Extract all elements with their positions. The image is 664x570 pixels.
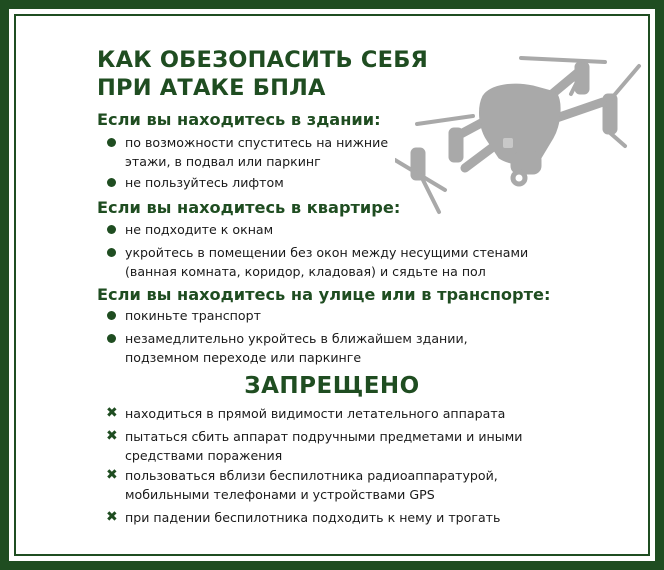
forbidden-item: ✖ находиться в прямой видимости летательного аппарата — [106, 405, 506, 421]
bullet-icon — [107, 225, 116, 234]
forbidden-item: ✖ при падении беспилотника подходить к нему и трогать — [106, 509, 501, 525]
list-item: укройтесь в помещении без окон между несущими стенами (ванная комната, коридор, кладовая) и сядьте на пол — [107, 243, 627, 281]
forbidden-item: ✖ пытаться сбить аппарат подручными предметами и иными средствами поражения — [106, 428, 523, 463]
bullet-icon — [107, 248, 116, 257]
cross-icon: ✖ — [106, 405, 118, 421]
bullet-icon — [107, 178, 116, 187]
bullet-icon — [107, 334, 116, 343]
bullet-icon — [107, 311, 116, 320]
poster-title — [97, 46, 428, 102]
title-line-1: КАК ОБЕЗОПАСИТЬ СЕБЯ — [97, 47, 429, 73]
cross-icon: ✖ — [106, 428, 118, 444]
list-item: по возможности спуститесь на нижние этажи, в подвал или паркинг — [107, 133, 627, 171]
list-item: незамедлительно укройтесь в ближайшем здании, подземном переходе или паркинге — [107, 329, 627, 367]
title-line-2: ПРИ АТАКЕ БПЛА — [97, 75, 326, 101]
forbidden-heading: ЗАПРЕЩЕНО — [244, 373, 420, 399]
cross-icon: ✖ — [106, 467, 118, 483]
section-heading-street: Если вы находитесь на улице или в транспорте: — [97, 285, 551, 304]
list-item: не пользуйтесь лифтом — [107, 173, 627, 192]
section-heading-building: Если вы находитесь в здании: — [97, 110, 381, 129]
list-item: не подходите к окнам — [107, 220, 627, 239]
bullet-icon — [107, 138, 116, 147]
forbidden-item: ✖ пользоваться вблизи беспилотника радиоаппаратурой, мобильными телефонами и устройствами GPS — [106, 467, 498, 502]
cross-icon: ✖ — [106, 509, 118, 525]
section-heading-apartment: Если вы находитесь в квартире: — [97, 198, 401, 217]
list-item: покиньте транспорт — [107, 306, 627, 325]
